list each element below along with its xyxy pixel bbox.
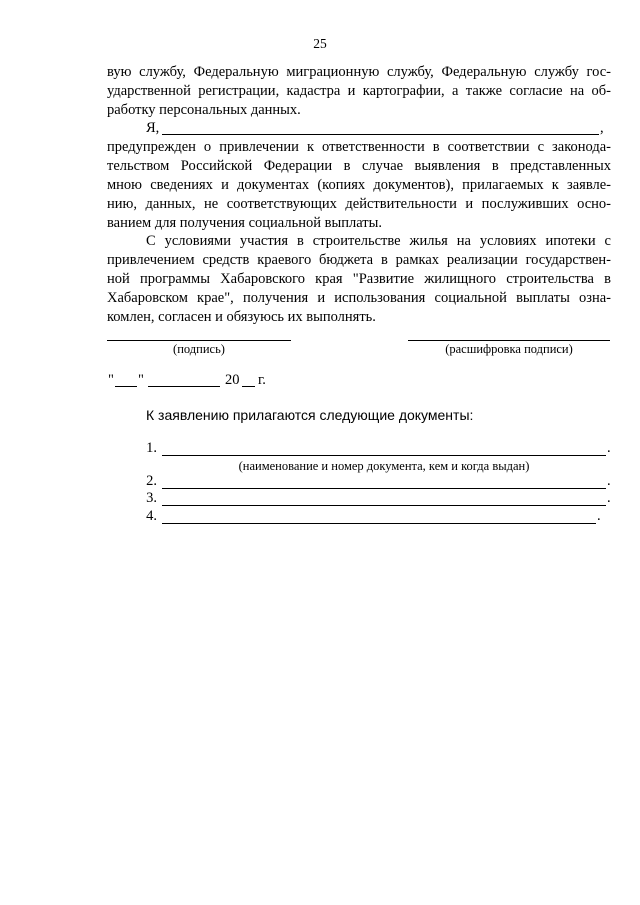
signature-caption: (подпись) (173, 342, 225, 356)
declaration-line: мною сведениях и документах (копиях документов), прилагаемых к заявле- (107, 177, 611, 193)
attachment-end: . (607, 440, 611, 456)
attachment-blank-line[interactable] (162, 505, 606, 506)
declaration-suffix: , (600, 120, 604, 136)
conditions-line: Хабаровском крае", получения и использования социальной выплаты озна- (107, 290, 611, 306)
declaration-prefix: Я, (146, 120, 160, 136)
signature-line[interactable] (107, 340, 291, 341)
paragraph-line: вую службу, Федеральную миграционную службу, Федеральную службу гос- (107, 64, 611, 80)
date-open-quote: " (108, 372, 114, 388)
paragraph-line: ударственной регистрации, кадастра и картографии, а также согласие на об- (107, 83, 611, 99)
date-year-prefix: 20 (225, 372, 240, 388)
date-day-blank[interactable] (115, 386, 137, 387)
declaration-line: предупрежден о привлечении к ответственности в соответствии с законода- (107, 139, 611, 155)
attachment-number: 4. (146, 508, 157, 524)
attachments-heading: К заявлению прилагаются следующие документы: (146, 407, 474, 423)
date-month-blank[interactable] (148, 386, 220, 387)
date-year-suffix: г. (258, 372, 266, 388)
attachment-end: . (607, 490, 611, 506)
conditions-line: привлечением средств краевого бюджета в рамках реализации государствен- (107, 252, 611, 268)
signature-decode-caption: (расшифровка подписи) (445, 342, 573, 356)
page-number: 25 (313, 36, 327, 51)
conditions-line: С условиями участия в строительстве жилья на условиях ипотеки с (146, 233, 611, 249)
attachment-blank-line[interactable] (162, 488, 606, 489)
paragraph-line: работку персональных данных. (107, 102, 301, 118)
conditions-line: комлен, согласен и обязуюсь их выполнять. (107, 309, 376, 325)
attachment-caption: (наименование и номер документа, кем и когда выдан) (238, 459, 530, 473)
attachment-number: 1. (146, 440, 157, 456)
attachment-blank-line[interactable] (162, 523, 596, 524)
conditions-line: ной программы Хабаровского края "Развитие жилищного строительства в (107, 271, 611, 287)
attachment-number: 2. (146, 473, 157, 489)
attachment-blank-line[interactable] (162, 455, 606, 456)
signature-decode-line[interactable] (408, 340, 610, 341)
declaration-line: тельством Российской Федерации в случае выявления в представленных (107, 158, 611, 174)
date-year-blank[interactable] (242, 386, 255, 387)
date-close-quote: " (138, 372, 144, 388)
name-blank-line[interactable] (162, 134, 599, 135)
attachment-number: 3. (146, 490, 157, 506)
declaration-line: ванием для получения социальной выплаты. (107, 215, 382, 231)
attachment-end: . (597, 508, 601, 524)
declaration-line: нию, данных, не соответствующих действительности и послуживших осно- (107, 196, 611, 212)
attachment-end: . (607, 473, 611, 489)
